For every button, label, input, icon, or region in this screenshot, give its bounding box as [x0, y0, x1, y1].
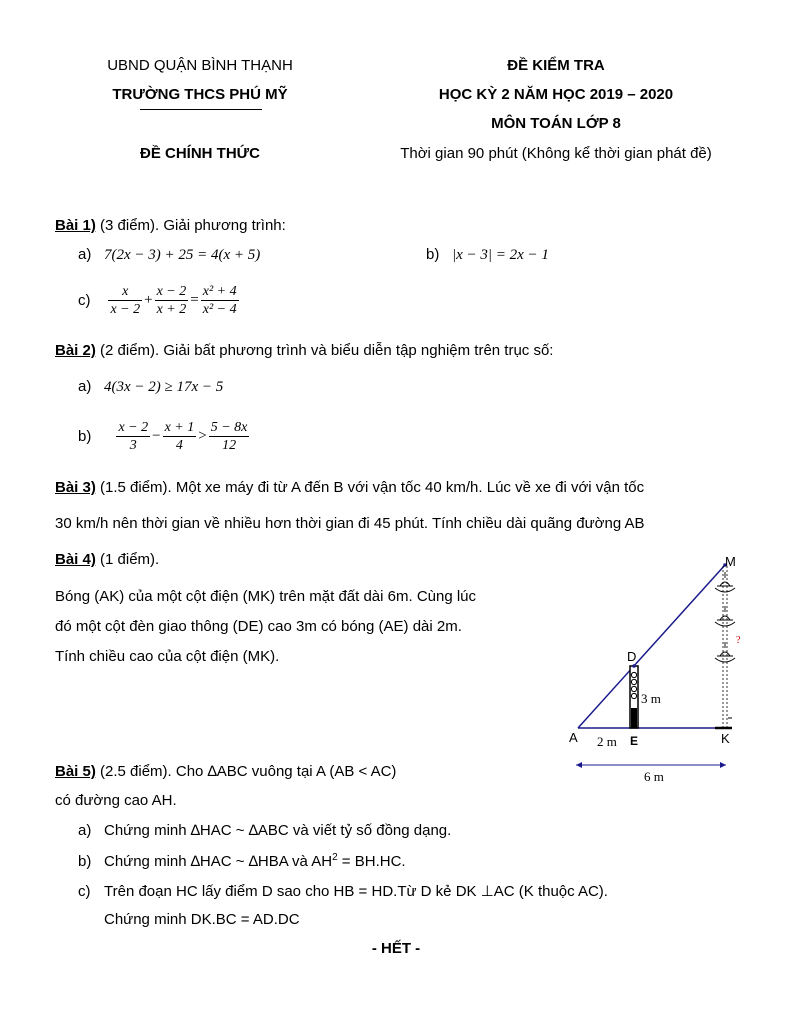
bai1-b: [426, 246, 549, 264]
exam-duration: Thời gian 90 phút (Không kể thời gian phát đề): [400, 145, 712, 162]
bai1-b-expr: |x − 3| = 2x − 1: [452, 247, 549, 263]
bai4-title: Bài 4): [55, 551, 96, 568]
bai4-intro: (1 điểm).: [95, 551, 160, 568]
bai2-a-expr: 4(3x − 2) ≥ 17x − 5: [104, 379, 224, 395]
bai5-title: Bài 5): [55, 763, 96, 780]
bai5-a-text: Chứng minh ∆HAC ~ ∆ABC và viết tỷ số đồng dạng.: [104, 822, 452, 839]
label-ae-length: 2 m: [597, 734, 617, 749]
label-a: A: [569, 730, 578, 745]
bai4-line1: Bóng (AK) của một cột điện (MK) trên mặt đất dài 6m. Cùng lúc: [55, 588, 477, 605]
bai1-c: c) $\frac{x}{x - 2}$ + $\frac{x - 2}{x + 2}$ = $\frac{\text{x² + 4}}{\text{x² − 4}}$: [78, 284, 237, 317]
bai2-b: b) $\frac{x - 2}{3}$ − $\frac{x + 1}{4}$ > $\frac{5 - 8x}{12}$: [78, 420, 248, 453]
bai1-c-frac2: $\frac{x - 2}{x + 2}$: [156, 284, 187, 317]
bai5-c-line2: Chứng minh DK.BC = AD.DC: [104, 911, 300, 928]
bai1-title: Bài 1): [55, 217, 96, 234]
label-de-length: 3 m: [641, 691, 661, 706]
bai1-heading: [55, 217, 286, 234]
label-ak-length: 6 m: [644, 769, 664, 784]
bai4-heading: [55, 551, 159, 568]
arrow-right-icon: [720, 762, 726, 768]
bai1-c-frac1: $\frac{x}{x - 2}$: [110, 284, 141, 317]
bai2-title: Bài 2): [55, 342, 96, 359]
bai2-intro: (2 điểm). Giải bất phương trình và biểu diễn tập nghiệm trên trục số:: [95, 342, 554, 359]
insulator-icons: [715, 572, 735, 662]
bai3-line2: 30 km/h nên thời gian về nhiều hơn thời gian đi 45 phút. Tính chiều dài quãng đường AB: [55, 515, 645, 532]
bai5-line1: [55, 763, 396, 780]
bai5-a-label: a): [78, 822, 92, 839]
bai3-title: Bài 3): [55, 479, 96, 496]
bai1-c-frac3: $\frac{\text{x² + 4}}{\text{x² − 4}}$: [202, 284, 237, 317]
bai3-text1: (1.5 điểm). Một xe máy đi từ A đến B với vận tốc 40 km/h. Lúc về xe đi với vận tốc: [95, 479, 645, 496]
label-d: D: [627, 649, 637, 664]
bai5-b-text-post: = BH.HC.: [337, 853, 406, 870]
bai5-text1: (2.5 điểm). Cho ∆ABC vuông tại A (AB < AC): [95, 763, 397, 780]
bai4-line2: đó một cột đèn giao thông (DE) cao 3m có bóng (AE) dài 2m.: [55, 618, 462, 635]
header-underline: [140, 109, 262, 110]
bai4-figure: [560, 548, 760, 788]
bai5-c-text: Trên đoạn HC lấy điểm D sao cho HB = HD.Từ D kẻ DK ⊥AC (K thuộc AC).: [104, 883, 608, 900]
bai5-a: [78, 822, 451, 839]
school-name: TRƯỜNG THCS PHÚ MỸ: [112, 86, 288, 103]
exam-term: HỌC KỲ 2 NĂM HỌC 2019 – 2020: [438, 86, 674, 103]
exam-title: ĐỀ KIỂM TRA: [507, 57, 605, 74]
bai2-b-label: b): [78, 428, 92, 445]
bai5-b-label: b): [78, 853, 92, 870]
bai5-c-label: c): [78, 883, 91, 900]
label-e: E: [630, 734, 639, 748]
bai1-a-label: a): [78, 246, 92, 263]
bai5-c: [78, 882, 608, 900]
bai2-b-frac1: $\frac{x - 2}{3}$: [118, 420, 149, 453]
end-marker: - HẾT -: [371, 940, 421, 957]
label-unknown: ?: [736, 635, 741, 646]
bai1-c-label: c): [78, 292, 91, 309]
traffic-light-base: [631, 708, 637, 728]
bai5-b-text-pre: Chứng minh ∆HAC ~ ∆HBA và AH: [104, 853, 333, 870]
bai1-a-expr: 7(2x − 3) + 25 = 4(x + 5): [104, 247, 261, 263]
district-name: UBND QUẬN BÌNH THẠNH: [107, 57, 293, 74]
bai2-b-frac3: $\frac{5 - 8x}{12}$: [210, 420, 248, 453]
bai2-heading: [55, 342, 553, 359]
bai1-a: [78, 246, 260, 264]
exam-subject: MÔN TOÁN LỚP 8: [491, 115, 621, 132]
bai2-a: [78, 378, 223, 396]
bai2-b-frac2: $\frac{x + 1}{4}$: [164, 420, 195, 453]
bai5-b-sup: 2: [332, 852, 338, 863]
official-label: ĐỀ CHÍNH THỨC: [140, 145, 260, 162]
bai1-b-label: b): [426, 246, 440, 263]
bai2-a-label: a): [78, 378, 92, 395]
point-d: [632, 664, 636, 668]
bai3-line1: [55, 479, 644, 496]
bai1-intro: (3 điểm). Giải phương trình:: [95, 217, 286, 234]
label-m: M: [725, 554, 736, 569]
bai4-line3: Tính chiều cao của cột điện (MK).: [55, 648, 280, 665]
bai5-b: [78, 852, 406, 870]
bai5-line2: có đường cao AH.: [55, 792, 177, 809]
label-k: K: [721, 731, 730, 746]
arrow-left-icon: [576, 762, 582, 768]
